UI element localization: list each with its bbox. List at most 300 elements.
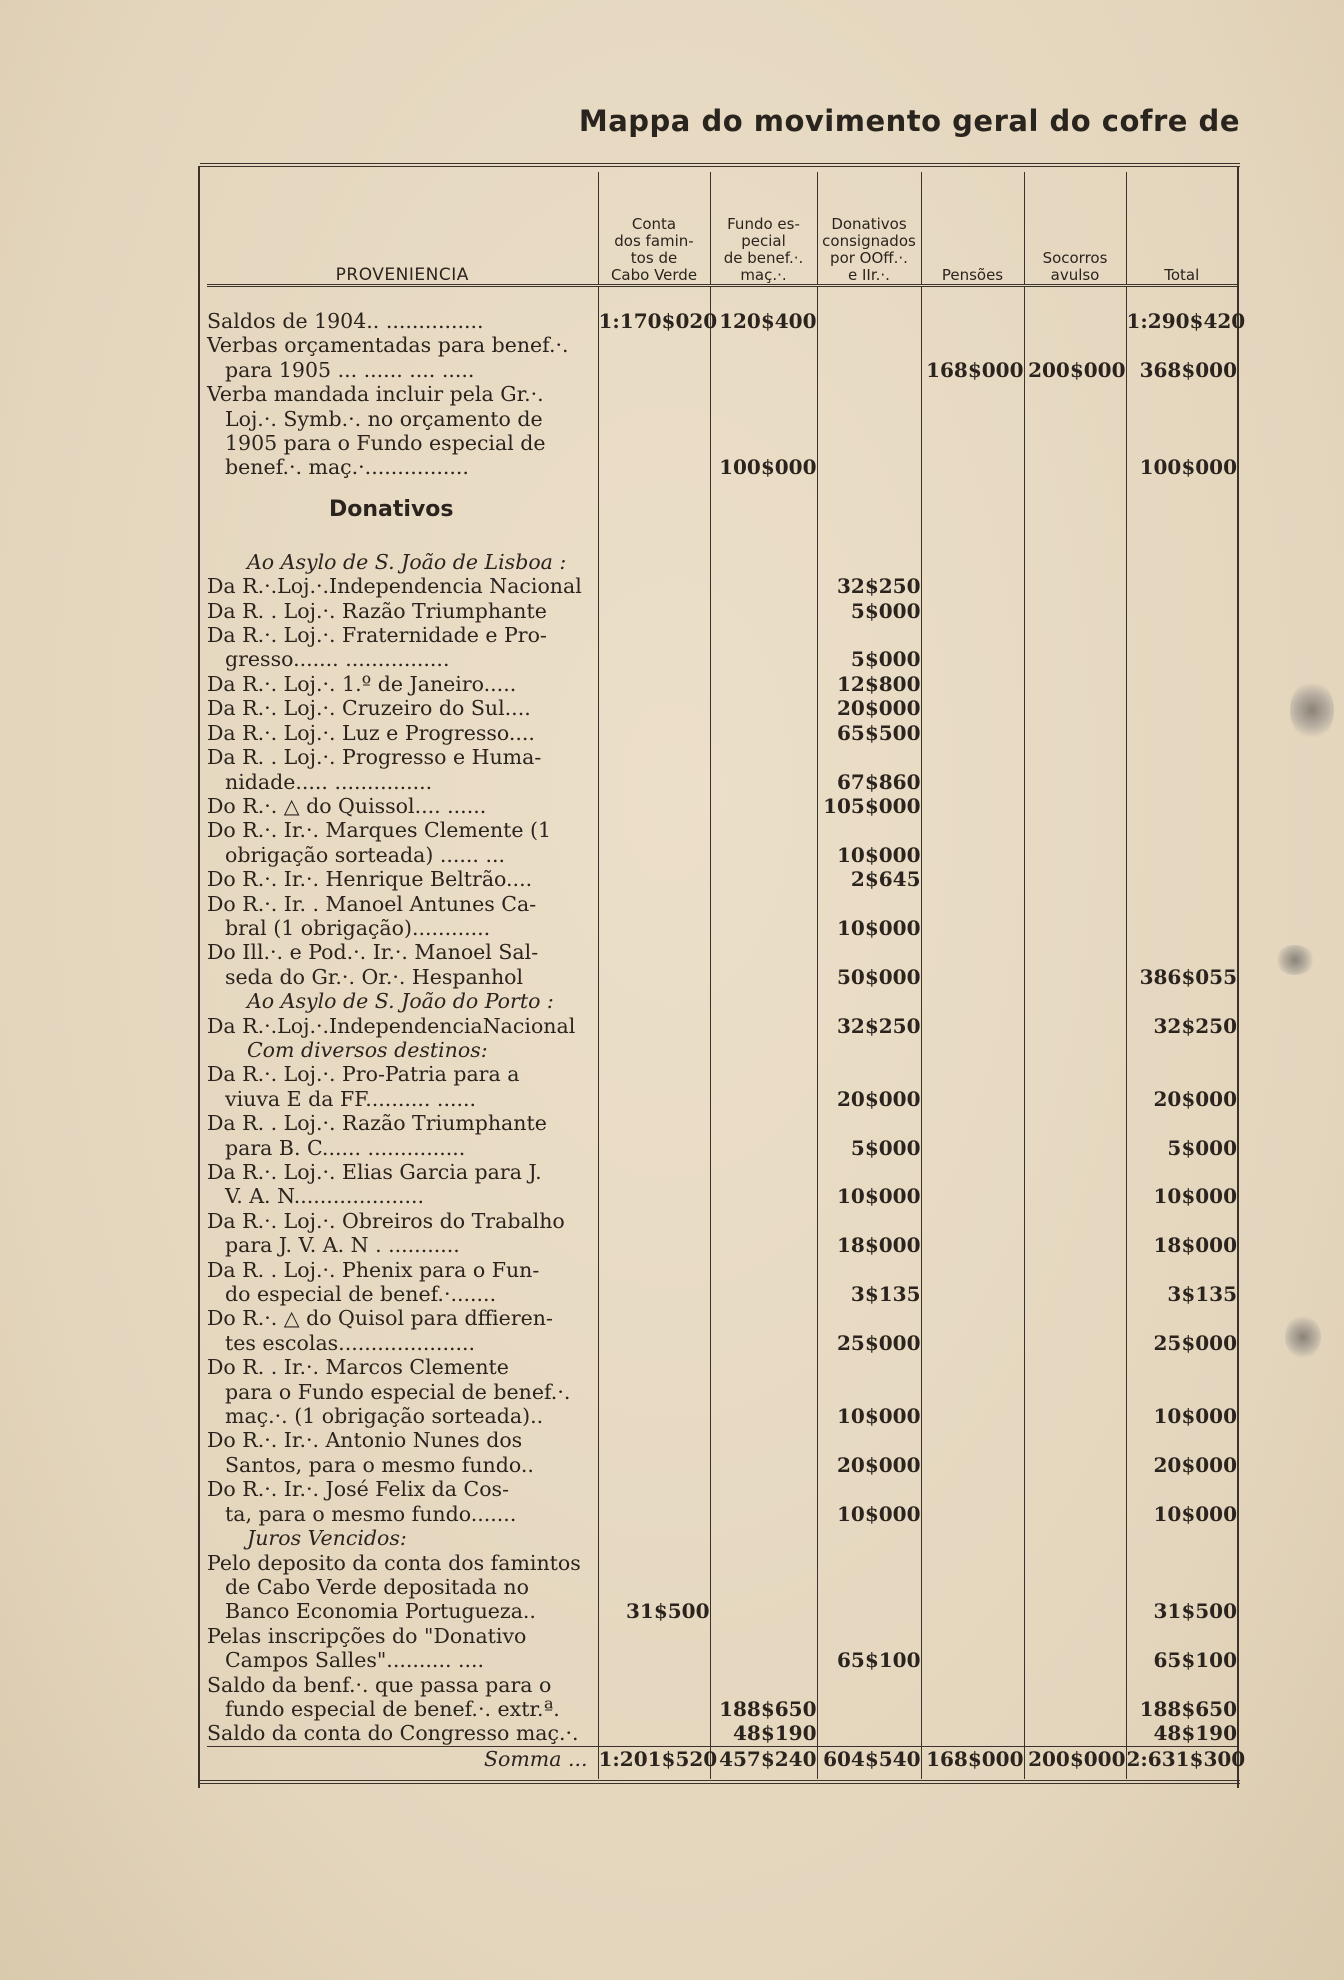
value-socorros <box>1024 745 1126 794</box>
table-row <box>207 867 1237 891</box>
pad-cell <box>1126 1771 1237 1779</box>
subhead-row <box>207 989 1237 1013</box>
empty-cell <box>921 1526 1024 1550</box>
value-cabo-verde <box>598 1209 710 1258</box>
empty-cell <box>710 540 817 574</box>
value-pensoes <box>921 1258 1024 1307</box>
description-line: Da R.·. Loj.·. Fraternidade e Pro- <box>207 623 547 648</box>
row-description <box>207 745 598 794</box>
value-donativos: 5$000 <box>817 1111 921 1160</box>
subhead-label: Com diversos destinos: <box>247 1037 488 1062</box>
description-line: Pelas inscripções do "Donativo <box>207 1623 527 1648</box>
value-total: 1:290$420 <box>1126 309 1246 333</box>
table-row <box>207 794 1237 818</box>
value-donativos: 10$000 <box>817 1160 921 1209</box>
value-fundo-especial <box>710 745 817 794</box>
value-total: 5$000 <box>1126 1111 1237 1160</box>
row-description <box>207 1014 598 1038</box>
row-description <box>207 1355 598 1428</box>
description-line: de Cabo Verde depositada no <box>225 1574 529 1599</box>
value-pensoes <box>921 382 1024 480</box>
row-description <box>207 867 598 891</box>
value-cabo-verde <box>598 721 710 745</box>
value-fundo-especial <box>710 1306 817 1355</box>
value-cabo-verde <box>598 1477 710 1526</box>
value-socorros <box>1024 1258 1126 1307</box>
value-total: 65$100 <box>1126 1624 1237 1673</box>
spacer-row <box>207 286 1237 310</box>
description-line: seda do Gr.·. Or.·. Hespanhol <box>225 964 524 989</box>
value-cabo-verde <box>598 1721 710 1746</box>
value-cabo-verde <box>598 745 710 794</box>
value-socorros <box>1024 1111 1126 1160</box>
value-socorros <box>1024 1721 1126 1746</box>
value-total <box>1126 892 1237 941</box>
value-socorros <box>1024 696 1126 720</box>
value-total: 20$000 <box>1126 1428 1237 1477</box>
total-socorros: 200$000 <box>1024 1746 1126 1771</box>
value-donativos: 10$000 <box>817 1355 921 1428</box>
value-pensoes <box>921 1673 1024 1722</box>
empty-cell <box>921 989 1024 1013</box>
frame-right-rule <box>1237 166 1239 1788</box>
value-pensoes <box>921 940 1024 989</box>
description-line: gresso....... ................ <box>225 647 450 672</box>
page-title: Mappa do movimento geral do cofre de <box>578 104 1240 138</box>
value-fundo-especial <box>710 1062 817 1111</box>
value-fundo-especial <box>710 940 817 989</box>
description-line: tes escolas..................... <box>225 1330 476 1355</box>
value-cabo-verde <box>598 1014 710 1038</box>
value-fundo-especial: 48$190 <box>710 1721 817 1746</box>
pad-cell <box>1024 1771 1126 1779</box>
value-total <box>1126 867 1237 891</box>
empty-cell <box>598 540 710 574</box>
value-cabo-verde <box>598 1062 710 1111</box>
value-total: 48$190 <box>1126 1721 1237 1746</box>
value-donativos <box>817 309 921 333</box>
row-description <box>207 940 598 989</box>
value-donativos <box>817 1721 921 1746</box>
spacer-cell <box>921 286 1024 310</box>
description-line: Do R.·. Ir.·. José Felix da Cos- <box>207 1477 509 1502</box>
value-socorros <box>1024 1428 1126 1477</box>
table-row <box>207 309 1237 333</box>
value-total <box>1126 672 1237 696</box>
table-row <box>207 818 1237 867</box>
value-total: 188$650 <box>1126 1673 1237 1722</box>
value-pensoes: 168$000 <box>921 333 1024 382</box>
subhead-label: Ao Asylo de S. João do Porto : <box>247 989 554 1014</box>
value-total <box>1126 623 1237 672</box>
value-pensoes <box>921 721 1024 745</box>
value-socorros <box>1024 1673 1126 1722</box>
header-donativos: Donativos consignados por OOff.·. e IIr.·. <box>817 172 921 286</box>
value-pensoes <box>921 1551 1024 1624</box>
row-description <box>207 794 598 818</box>
value-socorros <box>1024 574 1126 598</box>
empty-cell <box>817 1038 921 1062</box>
value-pensoes <box>921 867 1024 891</box>
empty-cell <box>710 989 817 1013</box>
value-donativos: 20$000 <box>817 1428 921 1477</box>
value-socorros <box>1024 940 1126 989</box>
header-total: Total <box>1126 172 1237 286</box>
description-line: fundo especial de benef.·. extr.ª. <box>225 1696 560 1721</box>
value-pensoes <box>921 1111 1024 1160</box>
section-row <box>207 480 1237 540</box>
value-total: 3$135 <box>1126 1258 1237 1307</box>
description-line: para o Fundo especial de benef.·. <box>225 1379 571 1404</box>
row-description <box>207 818 598 867</box>
value-socorros <box>1024 794 1126 818</box>
value-donativos: 12$800 <box>817 672 921 696</box>
row-description <box>207 1111 598 1160</box>
table-row <box>207 1551 1237 1624</box>
value-cabo-verde <box>598 382 710 480</box>
row-description <box>207 1062 598 1111</box>
value-fundo-especial <box>710 696 817 720</box>
table-row <box>207 940 1237 989</box>
empty-cell <box>817 480 921 540</box>
value-pensoes <box>921 599 1024 623</box>
value-cabo-verde <box>598 1355 710 1428</box>
value-fundo-especial <box>710 867 817 891</box>
value-pensoes <box>921 1062 1024 1111</box>
value-donativos: 65$500 <box>817 721 921 745</box>
total-row <box>207 1746 1237 1771</box>
empty-cell <box>817 540 921 574</box>
value-pensoes <box>921 696 1024 720</box>
value-donativos: 18$000 <box>817 1209 921 1258</box>
value-socorros <box>1024 1014 1126 1038</box>
value-fundo-especial <box>710 333 817 382</box>
value-total: 18$000 <box>1126 1209 1237 1258</box>
spacer-cell <box>710 286 817 310</box>
value-cabo-verde <box>598 1306 710 1355</box>
value-cabo-verde: 1:170$020 <box>598 309 718 333</box>
row-description <box>207 382 598 480</box>
table-row <box>207 1721 1237 1746</box>
value-fundo-especial <box>710 721 817 745</box>
pad-cell <box>598 1771 710 1779</box>
description-line: Saldos de 1904.. ............... <box>207 309 484 333</box>
empty-cell <box>921 480 1024 540</box>
value-donativos <box>817 1673 921 1722</box>
row-description <box>207 1551 598 1624</box>
value-donativos <box>817 1551 921 1624</box>
description-line: Da R. . Loj.·. Razão Triumphante <box>207 598 547 623</box>
table-row <box>207 1014 1237 1038</box>
description-line: bral (1 obrigação)............ <box>225 915 491 940</box>
value-donativos: 2$645 <box>817 867 921 891</box>
value-pensoes <box>921 818 1024 867</box>
row-description <box>207 672 598 696</box>
total-label: Somma ... <box>207 1746 598 1771</box>
description-line: obrigação sorteada) ...... ... <box>225 842 506 867</box>
value-donativos: 25$000 <box>817 1306 921 1355</box>
header-fundo-especial: Fundo es- pecial de benef.·. maç.·. <box>710 172 817 286</box>
paper-stain <box>1285 1315 1321 1359</box>
value-fundo-especial: 100$000 <box>710 382 817 480</box>
row-description <box>207 599 598 623</box>
value-total <box>1126 818 1237 867</box>
empty-cell <box>921 540 1024 574</box>
value-pensoes <box>921 892 1024 941</box>
value-fundo-especial <box>710 1624 817 1673</box>
table-row <box>207 1062 1237 1111</box>
value-fundo-especial <box>710 1014 817 1038</box>
value-donativos: 67$860 <box>817 745 921 794</box>
subhead-label: Juros Vencidos: <box>247 1526 407 1551</box>
empty-cell <box>1024 480 1126 540</box>
spacer-cell <box>817 286 921 310</box>
value-donativos: 32$250 <box>817 1014 921 1038</box>
value-pensoes <box>921 574 1024 598</box>
description-line: viuva E da FF.......... ...... <box>225 1086 477 1111</box>
subhead-row <box>207 1038 1237 1062</box>
table-row <box>207 696 1237 720</box>
empty-cell <box>710 480 817 540</box>
value-socorros <box>1024 382 1126 480</box>
value-socorros <box>1024 1355 1126 1428</box>
value-fundo-especial <box>710 599 817 623</box>
description-line: Da R.·. Loj.·. Elias Garcia para J. <box>207 1160 542 1184</box>
value-fundo-especial <box>710 574 817 598</box>
value-cabo-verde <box>598 1111 710 1160</box>
value-socorros <box>1024 1160 1126 1209</box>
frame-left-rule <box>198 166 200 1788</box>
value-total <box>1126 721 1237 745</box>
empty-cell <box>921 1038 1024 1062</box>
value-fundo-especial <box>710 1111 817 1160</box>
row-description <box>207 574 598 598</box>
description-line: Da R.·.Loj.·.IndependenciaNacional <box>207 1013 576 1038</box>
pad-cell <box>710 1771 817 1779</box>
value-cabo-verde <box>598 818 710 867</box>
ledger-table <box>207 172 1246 1779</box>
value-total <box>1126 794 1237 818</box>
value-cabo-verde <box>598 599 710 623</box>
table-row <box>207 1624 1237 1673</box>
value-cabo-verde <box>598 1160 710 1209</box>
value-pensoes <box>921 672 1024 696</box>
description-line: Verbas orçamentadas para benef.·. <box>207 333 569 358</box>
value-fundo-especial <box>710 1477 817 1526</box>
description-line: Banco Economia Portugueza.. <box>225 1599 536 1624</box>
value-cabo-verde <box>598 623 710 672</box>
value-donativos: 10$000 <box>817 1477 921 1526</box>
value-socorros <box>1024 672 1126 696</box>
value-total: 25$000 <box>1126 1306 1237 1355</box>
value-cabo-verde <box>598 940 710 989</box>
value-cabo-verde <box>598 867 710 891</box>
table-row <box>207 1673 1237 1722</box>
value-donativos: 50$000 <box>817 940 921 989</box>
row-description <box>207 623 598 672</box>
row-description <box>207 1160 598 1209</box>
empty-cell <box>1126 1038 1237 1062</box>
value-socorros <box>1024 1624 1126 1673</box>
value-total: 10$000 <box>1126 1477 1237 1526</box>
description-line: Da R.·. Loj.·. Luz e Progresso.... <box>207 720 535 745</box>
value-total: 20$000 <box>1126 1062 1237 1111</box>
value-total <box>1126 574 1237 598</box>
value-socorros <box>1024 1551 1126 1624</box>
table-row <box>207 721 1237 745</box>
description-line: do especial de benef.·....... <box>225 1282 497 1307</box>
value-socorros <box>1024 1306 1126 1355</box>
empty-cell <box>598 1038 710 1062</box>
value-socorros <box>1024 721 1126 745</box>
value-pensoes <box>921 794 1024 818</box>
value-socorros <box>1024 818 1126 867</box>
value-fundo-especial <box>710 623 817 672</box>
description-line: maç.·. (1 obrigação sorteada).. <box>225 1404 544 1429</box>
value-fundo-especial <box>710 672 817 696</box>
total-pensoes: 168$000 <box>921 1746 1024 1771</box>
description-line: Do R.·. Ir.·. Marques Clemente (1 <box>207 818 552 843</box>
value-pensoes <box>921 1721 1024 1746</box>
empty-cell <box>1126 480 1237 540</box>
value-socorros <box>1024 309 1126 333</box>
empty-cell <box>1126 540 1237 574</box>
description-line: V. A. N.................... <box>225 1184 425 1209</box>
value-total: 31$500 <box>1126 1551 1237 1624</box>
value-cabo-verde <box>598 696 710 720</box>
pad-cell <box>921 1771 1024 1779</box>
total-total: 2:631$300 <box>1126 1746 1246 1771</box>
empty-cell <box>1024 540 1126 574</box>
empty-cell <box>1126 989 1237 1013</box>
empty-cell <box>1024 989 1126 1013</box>
table-row <box>207 599 1237 623</box>
table-row <box>207 1355 1237 1428</box>
table-row <box>207 1160 1237 1209</box>
value-total <box>1126 745 1237 794</box>
empty-cell <box>710 1038 817 1062</box>
value-pensoes <box>921 1014 1024 1038</box>
value-socorros <box>1024 623 1126 672</box>
description-line: Da R. . Loj.·. Phenix para o Fun- <box>207 1257 540 1282</box>
value-socorros <box>1024 867 1126 891</box>
value-total: 368$000 <box>1126 333 1237 382</box>
table-row <box>207 1258 1237 1307</box>
header-socorros: Socorros avulso <box>1024 172 1126 286</box>
value-pensoes <box>921 1477 1024 1526</box>
description-line: Da R. . Loj.·. Progresso e Huma- <box>207 745 542 770</box>
value-fundo-especial <box>710 1355 817 1428</box>
header-cabo-verde: Conta dos famin- tos de Cabo Verde <box>598 172 710 286</box>
value-donativos: 20$000 <box>817 1062 921 1111</box>
row-description <box>207 1673 598 1722</box>
description-line: Do R.·. Ir.·. Henrique Beltrão.... <box>207 867 533 892</box>
empty-cell <box>1024 1526 1126 1550</box>
subhead-row <box>207 540 1237 574</box>
description-line: Verba mandada incluir pela Gr.·. <box>207 382 544 407</box>
total-donativos: 604$540 <box>817 1746 921 1771</box>
value-pensoes <box>921 309 1024 333</box>
value-fundo-especial <box>710 1209 817 1258</box>
row-description <box>207 1477 598 1526</box>
description-line: ta, para o mesmo fundo....... <box>225 1501 517 1526</box>
empty-cell <box>817 989 921 1013</box>
description-line: Da R.·. Loj.·. Cruzeiro do Sul.... <box>207 696 531 721</box>
row-description <box>207 1721 598 1746</box>
description-line: Do R.·. Ir. . Manoel Antunes Ca- <box>207 891 537 916</box>
table-row <box>207 623 1237 672</box>
empty-cell <box>1126 1526 1237 1550</box>
row-description <box>207 1209 598 1258</box>
table-row <box>207 1306 1237 1355</box>
row-description <box>207 696 598 720</box>
empty-cell <box>598 989 710 1013</box>
value-cabo-verde <box>598 1624 710 1673</box>
description-line: nidade..... ............... <box>225 769 433 794</box>
value-pensoes <box>921 1624 1024 1673</box>
value-cabo-verde <box>598 794 710 818</box>
empty-cell <box>710 1526 817 1550</box>
value-fundo-especial <box>710 794 817 818</box>
value-total: 10$000 <box>1126 1355 1237 1428</box>
value-donativos: 65$100 <box>817 1624 921 1673</box>
table-row <box>207 1477 1237 1526</box>
header-pensoes: Pensões <box>921 172 1024 286</box>
table-row <box>207 333 1237 382</box>
value-fundo-especial: 120$400 <box>710 309 817 333</box>
value-donativos: 3$135 <box>817 1258 921 1307</box>
value-donativos: 10$000 <box>817 818 921 867</box>
empty-cell <box>817 1526 921 1550</box>
table-row <box>207 745 1237 794</box>
value-cabo-verde <box>598 574 710 598</box>
description-line: Da R.·. Loj.·. Pro-Patria para a <box>207 1062 520 1087</box>
table-row <box>207 574 1237 598</box>
value-pensoes <box>921 1355 1024 1428</box>
value-total: 10$000 <box>1126 1160 1237 1209</box>
total-cabo-verde: 1:201$520 <box>598 1746 718 1771</box>
description-line: Da R.·. Loj.·. Obreiros do Trabalho <box>207 1208 565 1233</box>
paper-stain <box>1290 680 1334 740</box>
empty-cell <box>1024 1038 1126 1062</box>
table-row <box>207 892 1237 941</box>
value-cabo-verde <box>598 333 710 382</box>
value-total <box>1126 696 1237 720</box>
value-fundo-especial <box>710 818 817 867</box>
description-line: Saldo da conta do Congresso maç.·. <box>207 1721 579 1746</box>
description-line: Da R.·.Loj.·.Independencia Nacional <box>207 574 582 599</box>
section-title-cell <box>207 480 598 540</box>
row-description <box>207 309 598 333</box>
pad-cell <box>207 1771 598 1779</box>
value-total: 386$055 <box>1126 940 1237 989</box>
row-description <box>207 1306 598 1355</box>
spacer-cell <box>1126 286 1237 310</box>
value-total: 32$250 <box>1126 1014 1237 1038</box>
description-line: para J. V. A. N . ........... <box>225 1233 460 1258</box>
row-description <box>207 1258 598 1307</box>
section-title: Donativos <box>329 497 454 523</box>
table-row <box>207 672 1237 696</box>
pad-cell <box>817 1771 921 1779</box>
value-donativos <box>817 382 921 480</box>
description-line: para B. C...... ............... <box>225 1135 466 1160</box>
row-description <box>207 892 598 941</box>
table-row <box>207 1428 1237 1477</box>
value-donativos: 105$000 <box>817 794 921 818</box>
bottom-pad-row <box>207 1771 1237 1779</box>
value-pensoes <box>921 1306 1024 1355</box>
